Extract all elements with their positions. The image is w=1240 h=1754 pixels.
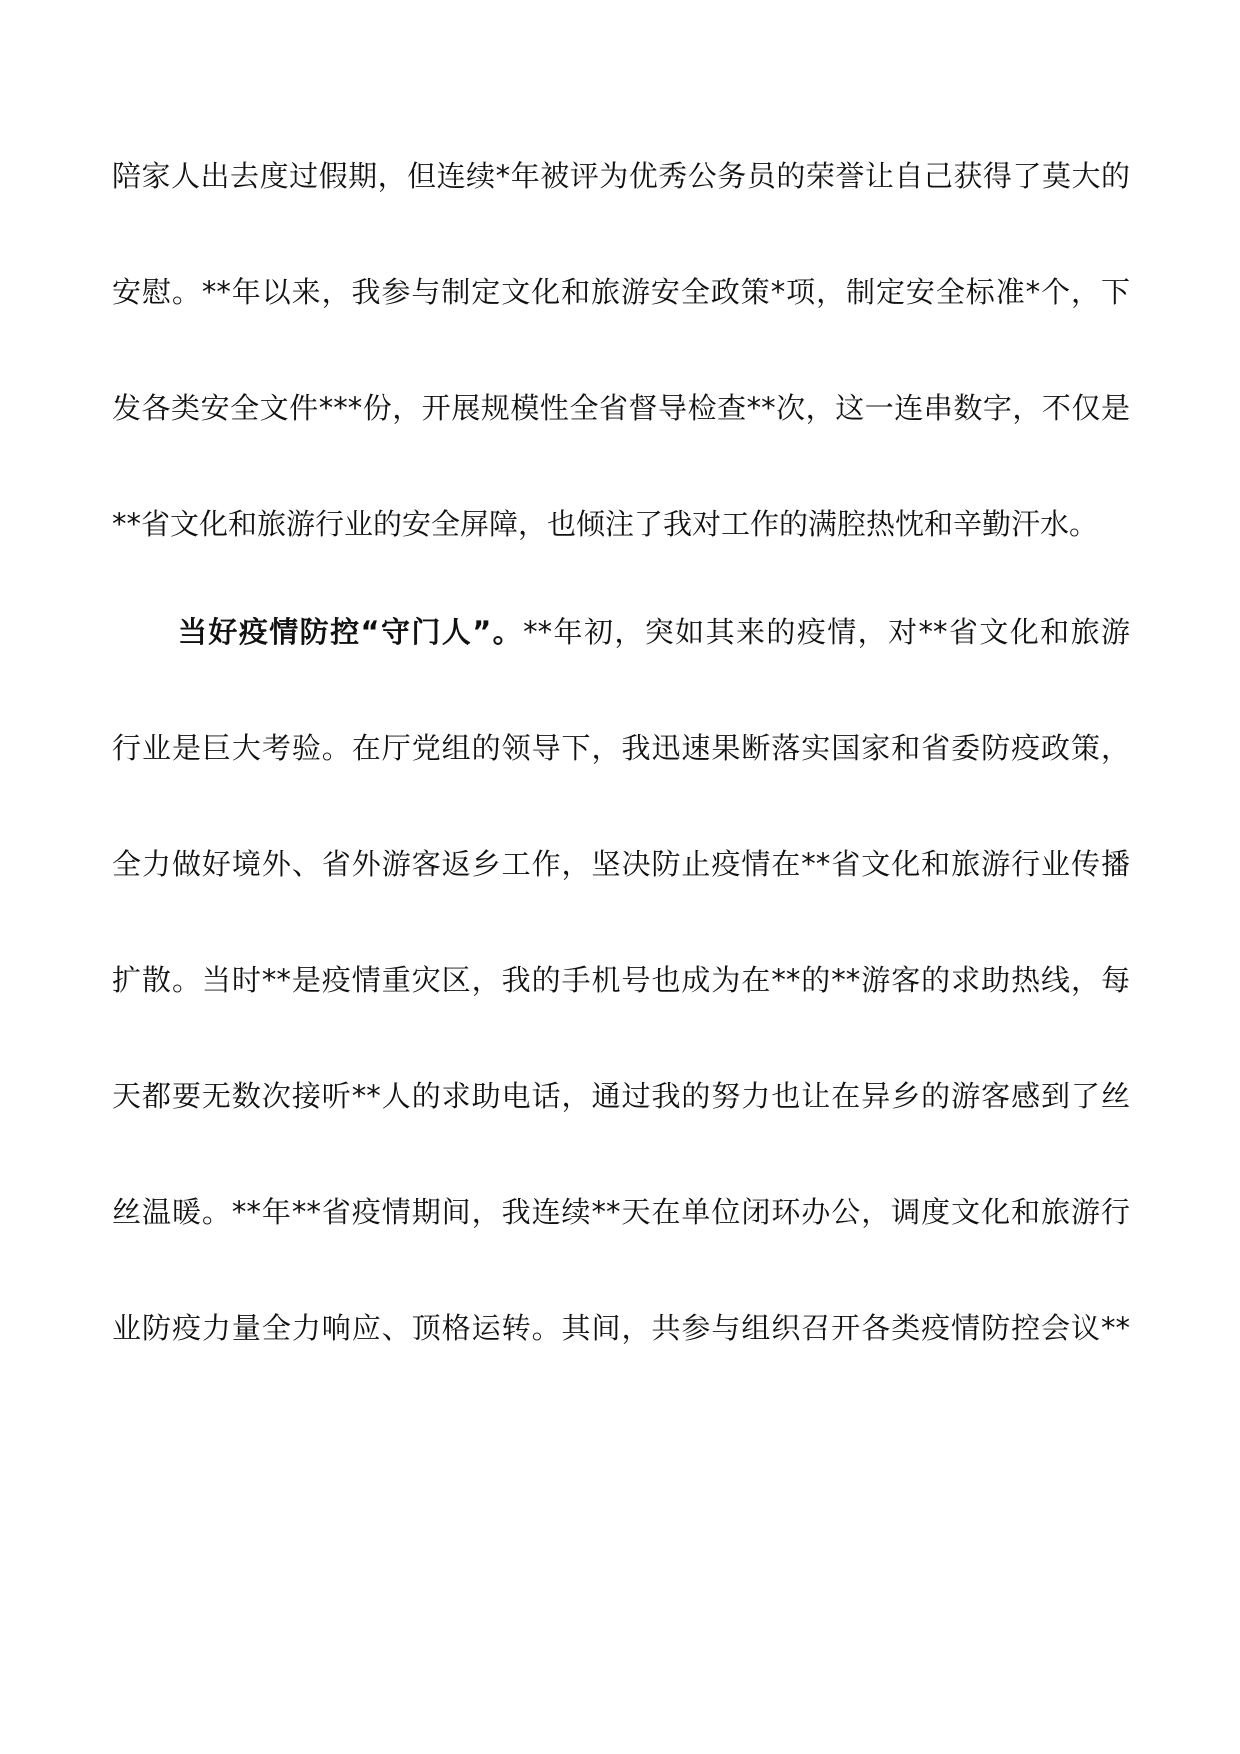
text-line: 业防疫力量全力响应、顶格运转。其间，共参与组织召开各类疫情防控会议** — [112, 1311, 1130, 1345]
text-line: 全力做好境外、省外游客返乡工作，坚决防止疫情在**省文化和旅游行业传播 — [112, 847, 1130, 881]
text-line: 安慰。**年以来，我参与制定文化和旅游安全政策*项，制定安全标准*个，下 — [112, 275, 1130, 309]
text-line: 丝温暖。**年**省疫情期间，我连续**天在单位闭环办公，调度文化和旅游行 — [112, 1195, 1130, 1229]
text-line: 扩散。当时**是疫情重灾区，我的手机号也成为在**的**游客的求助热线，每 — [112, 963, 1130, 997]
text-line: 天都要无数次接听**人的求助电话，通过我的努力也让在异乡的游客感到了丝 — [112, 1079, 1130, 1113]
paragraph-first-line — [178, 612, 1130, 652]
text-line: 陪家人出去度过假期，但连续*年被评为优秀公务员的荣誉让自己获得了莫大的 — [112, 159, 1130, 193]
text-line: 行业是巨大考验。在厅党组的领导下，我迅速果断落实国家和省委防疫政策， — [112, 731, 1130, 765]
text-line: **省文化和旅游行业的安全屏障，也倾注了我对工作的满腔热忱和辛勤汗水。 — [112, 507, 1099, 541]
text-line: 发各类安全文件***份，开展规模性全省督导检查**次，这一连串数字，不仅是 — [112, 391, 1130, 425]
section-heading: 当好疫情防控“守门人”。 — [178, 615, 524, 649]
text-span: **年初，突如其来的疫情，对**省文化和旅游 — [523, 615, 1130, 649]
